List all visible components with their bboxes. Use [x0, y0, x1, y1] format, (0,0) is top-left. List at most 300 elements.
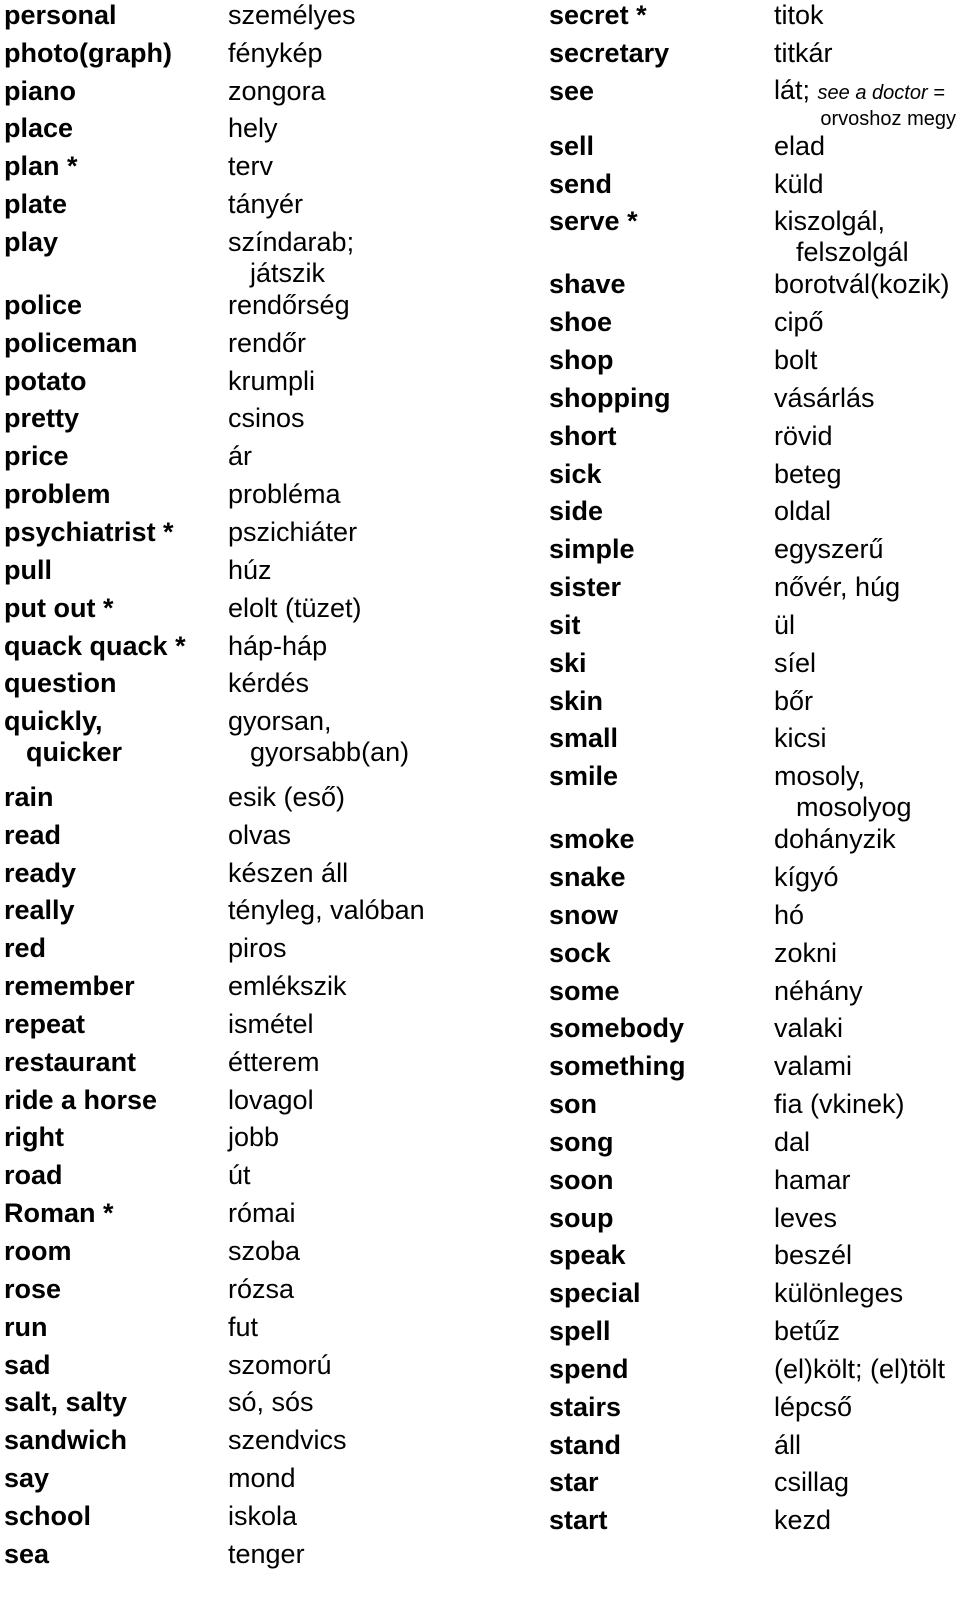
english-word: sandwich — [4, 1425, 128, 1455]
translation-text: színdarab; — [228, 227, 355, 257]
translation-text: zongora — [228, 76, 326, 106]
english-term — [4, 1350, 51, 1381]
hungarian-translation — [228, 1501, 297, 1532]
hungarian-translation — [228, 1122, 279, 1153]
hungarian-translation — [228, 668, 309, 699]
translation-text: probléma — [228, 479, 341, 509]
translation-text: fia (vkinek) — [774, 1089, 905, 1119]
hungarian-translation — [774, 862, 839, 893]
translation-text: kígyó — [774, 862, 839, 892]
english-word: pretty — [4, 403, 80, 433]
hungarian-translation — [774, 976, 863, 1007]
english-word: song — [549, 1127, 614, 1157]
translation-text: fénykép — [228, 38, 323, 68]
english-term — [4, 328, 138, 359]
hungarian-translation — [228, 479, 341, 510]
hungarian-translation — [774, 1505, 831, 1536]
hungarian-translation — [774, 76, 960, 131]
hungarian-translation — [774, 900, 804, 931]
hungarian-translation — [228, 403, 305, 434]
english-word: see — [549, 76, 595, 106]
hungarian-translation — [228, 1236, 300, 1267]
translation-text: szendvics — [228, 1425, 347, 1455]
hungarian-translation — [774, 38, 833, 69]
hungarian-translation — [774, 206, 909, 268]
usage-example-translation: orvoshoz megy — [820, 108, 956, 130]
english-word: snow — [549, 900, 619, 930]
hungarian-translation — [774, 0, 824, 31]
translation-text: tenger — [228, 1539, 305, 1569]
hungarian-translation — [228, 1350, 332, 1381]
translation-text: mond — [228, 1463, 296, 1493]
translation-text: emlékszik — [228, 971, 347, 1001]
english-word: soup — [549, 1203, 614, 1233]
english-term — [4, 1274, 61, 1305]
hungarian-translation — [774, 761, 912, 823]
english-word: place — [4, 113, 74, 143]
hungarian-translation — [228, 933, 287, 964]
english-term — [4, 0, 117, 31]
english-word: play — [4, 227, 59, 257]
english-word: shave — [549, 269, 626, 299]
hungarian-translation — [774, 345, 818, 376]
english-word: say — [4, 1463, 50, 1493]
english-term — [4, 1085, 157, 1116]
translation-text: valami — [774, 1051, 853, 1081]
english-term — [549, 131, 594, 162]
hungarian-translation — [774, 824, 896, 855]
translation-text: rendőrség — [228, 290, 350, 320]
translation-text: különleges — [774, 1278, 904, 1308]
translation-text: hely — [228, 113, 278, 143]
hungarian-translation — [774, 1467, 849, 1498]
hungarian-translation — [228, 895, 425, 926]
hungarian-translation — [228, 1274, 294, 1305]
english-word: personal — [4, 0, 117, 30]
english-term — [4, 631, 186, 662]
translation-text: szomorú — [228, 1350, 332, 1380]
english-word: start — [549, 1505, 608, 1535]
hungarian-translation — [228, 328, 306, 359]
hungarian-translation — [228, 113, 278, 144]
translation-text: lépcső — [774, 1392, 853, 1422]
english-term — [4, 820, 61, 851]
english-word: star — [549, 1467, 599, 1497]
english-word: school — [4, 1501, 92, 1531]
translation-text: római — [228, 1198, 296, 1228]
translation-text: elolt (tüzet) — [228, 593, 362, 623]
english-word: restaurant — [4, 1047, 137, 1077]
translation-text: leves — [774, 1203, 838, 1233]
translation-text: elad — [774, 131, 826, 161]
hungarian-translation — [774, 1392, 852, 1423]
translation-continued: mosolyog — [796, 792, 912, 822]
english-word: simple — [549, 534, 635, 564]
english-term — [4, 1236, 72, 1267]
hungarian-translation — [774, 1430, 801, 1461]
hungarian-translation — [228, 593, 362, 624]
english-word: sock — [549, 938, 611, 968]
english-term — [549, 938, 611, 969]
english-term — [549, 421, 617, 452]
hungarian-translation — [774, 169, 824, 200]
english-word: policeman — [4, 328, 138, 358]
english-word: speak — [549, 1240, 626, 1270]
translation-text: személyes — [228, 0, 356, 30]
english-term — [4, 1009, 85, 1040]
hungarian-translation — [228, 1312, 258, 1343]
english-word: pull — [4, 555, 52, 585]
hungarian-translation — [774, 1089, 905, 1120]
hungarian-translation — [774, 459, 842, 490]
translation-text: néhány — [774, 976, 863, 1006]
hungarian-translation — [228, 227, 354, 289]
translation-text: síel — [774, 648, 817, 678]
english-term — [549, 1505, 608, 1536]
hungarian-translation — [228, 1198, 296, 1229]
hungarian-translation — [228, 631, 327, 662]
hungarian-translation — [774, 686, 813, 717]
english-word: shop — [549, 345, 614, 375]
english-term — [4, 403, 79, 434]
hungarian-translation — [228, 1539, 305, 1570]
translation-text: tényleg, valóban — [228, 895, 425, 925]
english-word: red — [4, 933, 47, 963]
english-word: photo(graph) — [4, 38, 172, 68]
english-word: shopping — [549, 383, 671, 413]
english-term — [4, 895, 75, 926]
english-term — [4, 441, 69, 472]
english-term — [549, 459, 602, 490]
english-word: really — [4, 895, 75, 925]
english-term — [549, 1051, 686, 1082]
english-term — [549, 1165, 614, 1196]
english-word: special — [549, 1278, 641, 1308]
english-word: question — [4, 668, 117, 698]
english-term — [4, 1463, 49, 1494]
english-term — [549, 1013, 684, 1044]
english-word: short — [549, 421, 617, 451]
translation-text: csinos — [228, 403, 305, 433]
english-term — [4, 38, 172, 69]
english-word: serve * — [549, 206, 638, 236]
hungarian-translation — [774, 648, 816, 679]
english-term — [549, 1392, 621, 1423]
english-word: run — [4, 1312, 48, 1342]
english-word: ski — [549, 648, 587, 678]
english-word: stairs — [549, 1392, 622, 1422]
english-term — [549, 1278, 641, 1309]
english-term — [549, 38, 669, 69]
english-term — [549, 572, 621, 603]
translation-text: lát; — [774, 75, 811, 105]
hungarian-translation — [774, 383, 875, 414]
translation-text: szoba — [228, 1236, 301, 1266]
translation-text: (el)költ; (el)tölt — [774, 1354, 946, 1384]
translation-continued: felszolgál — [796, 237, 909, 267]
translation-text: titkár — [774, 38, 833, 68]
hungarian-translation — [228, 1160, 251, 1191]
english-term — [4, 706, 122, 768]
english-word-continued: quicker — [26, 737, 123, 767]
english-term — [549, 1089, 597, 1120]
english-word: price — [4, 441, 69, 471]
hungarian-translation — [228, 290, 350, 321]
hungarian-translation — [228, 1047, 320, 1078]
english-term — [549, 686, 603, 717]
translation-text: esik (eső) — [228, 782, 346, 812]
hungarian-translation — [228, 0, 356, 31]
english-word: smoke — [549, 824, 635, 854]
translation-text: krumpli — [228, 366, 316, 396]
english-term — [4, 113, 73, 144]
translation-text: hamar — [774, 1165, 851, 1195]
translation-text: rendőr — [228, 328, 307, 358]
hungarian-translation — [228, 706, 409, 768]
hungarian-translation — [228, 441, 252, 472]
english-term — [4, 933, 46, 964]
english-word: remember — [4, 971, 135, 1001]
hungarian-translation — [228, 1425, 347, 1456]
hungarian-translation — [228, 1387, 314, 1418]
hungarian-translation — [228, 1463, 296, 1494]
english-word: somebody — [549, 1013, 685, 1043]
english-term — [4, 1387, 127, 1418]
english-word: soon — [549, 1165, 614, 1195]
english-term — [4, 593, 113, 624]
translation-text: bőr — [774, 686, 814, 716]
translation-text: só, sós — [228, 1387, 314, 1417]
english-term — [4, 1198, 114, 1229]
english-word: salt, salty — [4, 1387, 128, 1417]
hungarian-translation — [774, 1316, 840, 1347]
english-term — [4, 151, 78, 182]
translation-text: bolt — [774, 345, 818, 375]
english-term — [4, 668, 117, 699]
hungarian-translation — [774, 1165, 851, 1196]
translation-text: rövid — [774, 421, 833, 451]
translation-text: küld — [774, 169, 824, 199]
translation-text: valaki — [774, 1013, 844, 1043]
translation-text: nővér, húg — [774, 572, 901, 602]
english-term — [4, 290, 82, 321]
english-term — [549, 169, 612, 200]
hungarian-translation — [774, 1203, 837, 1234]
english-term — [4, 517, 174, 548]
english-word: problem — [4, 479, 111, 509]
english-term — [549, 648, 587, 679]
hungarian-translation — [774, 534, 884, 565]
english-word: snake — [549, 862, 626, 892]
translation-text: oldal — [774, 496, 832, 526]
english-word: potato — [4, 366, 87, 396]
translation-text: áll — [774, 1430, 802, 1460]
english-term — [549, 761, 618, 792]
english-word: side — [549, 496, 604, 526]
translation-text: kicsi — [774, 723, 827, 753]
english-word: something — [549, 1051, 686, 1081]
hungarian-translation — [228, 820, 291, 851]
translation-text: mosoly, — [774, 761, 866, 791]
hungarian-translation — [228, 366, 315, 397]
english-term — [549, 0, 647, 31]
english-word: secretary — [549, 38, 670, 68]
english-word: Roman * — [4, 1198, 114, 1228]
translation-text: háp-háp — [228, 631, 328, 661]
translation-text: zokni — [774, 938, 838, 968]
english-term — [4, 971, 135, 1002]
english-word: quack quack * — [4, 631, 186, 661]
hungarian-translation — [228, 76, 326, 107]
english-term — [4, 479, 111, 510]
english-term — [4, 1047, 136, 1078]
hungarian-translation — [228, 555, 272, 586]
english-term — [4, 76, 76, 107]
english-word: some — [549, 976, 620, 1006]
translation-text: tányér — [228, 189, 304, 219]
english-term — [549, 824, 635, 855]
translation-text: húz — [228, 555, 272, 585]
hungarian-translation — [774, 1127, 810, 1158]
english-term — [4, 1312, 48, 1343]
hungarian-translation — [774, 610, 795, 641]
english-term — [549, 1240, 626, 1271]
translation-text: pszichiáter — [228, 517, 358, 547]
english-term — [549, 610, 581, 641]
translation-text: betűz — [774, 1316, 841, 1346]
translation-text: piros — [228, 933, 287, 963]
translation-text: titok — [774, 0, 824, 30]
translation-text: iskola — [228, 1501, 298, 1531]
english-term — [549, 76, 594, 107]
english-word: put out * — [4, 593, 114, 623]
translation-text: kezd — [774, 1505, 832, 1535]
english-term — [549, 383, 670, 414]
english-word: son — [549, 1089, 598, 1119]
english-word: quickly, — [4, 706, 103, 736]
english-word: rain — [4, 782, 54, 812]
english-term — [549, 723, 618, 754]
english-word: smile — [549, 761, 619, 791]
translation-text: kérdés — [228, 668, 310, 698]
english-word: sit — [549, 610, 581, 640]
translation-text: fut — [228, 1312, 259, 1342]
english-word: sell — [549, 131, 595, 161]
hungarian-translation — [774, 496, 831, 527]
english-term — [549, 1430, 621, 1461]
english-word: send — [549, 169, 613, 199]
english-term — [4, 1122, 64, 1153]
english-term — [4, 1160, 63, 1191]
english-word: piano — [4, 76, 76, 106]
translation-text: jobb — [228, 1122, 280, 1152]
translation-text: beteg — [774, 459, 842, 489]
english-term — [4, 1425, 127, 1456]
translation-text: egyszerű — [774, 534, 884, 564]
english-word: psychiatrist * — [4, 517, 174, 547]
hungarian-translation — [774, 1051, 852, 1082]
english-word: small — [549, 723, 619, 753]
hungarian-translation — [774, 1013, 843, 1044]
translation-text: olvas — [228, 820, 292, 850]
english-term — [549, 900, 618, 931]
english-term — [549, 976, 620, 1007]
english-word: secret * — [549, 0, 647, 30]
translation-continued: gyorsabb(an) — [250, 737, 410, 767]
english-term — [549, 1354, 629, 1385]
translation-text: rózsa — [228, 1274, 295, 1304]
translation-text: cipő — [774, 307, 824, 337]
translation-text: dal — [774, 1127, 811, 1157]
translation-text: étterem — [228, 1047, 320, 1077]
english-word: sick — [549, 459, 602, 489]
translation-text: út — [228, 1160, 251, 1190]
hungarian-translation — [228, 1085, 314, 1116]
english-term — [4, 366, 86, 397]
english-term — [4, 555, 52, 586]
hungarian-translation — [774, 723, 827, 754]
translation-text: ül — [774, 610, 796, 640]
english-word: police — [4, 290, 83, 320]
english-term — [4, 1501, 91, 1532]
english-word: plan * — [4, 151, 78, 181]
translation-text: hó — [774, 900, 805, 930]
english-word: right — [4, 1122, 64, 1152]
hungarian-translation — [774, 1240, 852, 1271]
hungarian-translation — [774, 938, 837, 969]
english-term — [549, 534, 635, 565]
english-term — [4, 189, 67, 220]
english-word: repeat — [4, 1009, 86, 1039]
english-term — [549, 1127, 614, 1158]
english-word: sad — [4, 1350, 51, 1380]
english-term — [4, 1539, 49, 1570]
translation-text: gyorsan, — [228, 706, 332, 736]
english-word: sea — [4, 1539, 50, 1569]
english-term — [549, 1316, 611, 1347]
hungarian-translation — [228, 151, 273, 182]
hungarian-translation — [228, 971, 347, 1002]
hungarian-translation — [774, 1354, 945, 1385]
translation-text: dohányzik — [774, 824, 896, 854]
english-term — [549, 862, 626, 893]
english-word: shoe — [549, 307, 613, 337]
english-word: skin — [549, 686, 604, 716]
translation-text: borotvál(kozik) — [774, 269, 950, 299]
usage-example: see a doctor = — [817, 82, 945, 104]
hungarian-translation — [774, 572, 900, 603]
translation-text: készen áll — [228, 858, 349, 888]
hungarian-translation — [774, 131, 825, 162]
translation-text: terv — [228, 151, 274, 181]
english-term — [549, 269, 626, 300]
english-term — [4, 858, 76, 889]
translation-text: kiszolgál, — [774, 206, 886, 236]
english-word: ready — [4, 858, 77, 888]
english-word: ride a horse — [4, 1085, 158, 1115]
english-word: road — [4, 1160, 63, 1190]
translation-text: lovagol — [228, 1085, 314, 1115]
english-word: stand — [549, 1430, 622, 1460]
english-term — [549, 1203, 614, 1234]
translation-text: csillag — [774, 1467, 850, 1497]
hungarian-translation — [774, 1278, 903, 1309]
english-term — [549, 307, 612, 338]
english-term — [549, 496, 603, 527]
translation-text: ár — [228, 441, 253, 471]
translation-text: vásárlás — [774, 383, 875, 413]
english-word: plate — [4, 189, 68, 219]
